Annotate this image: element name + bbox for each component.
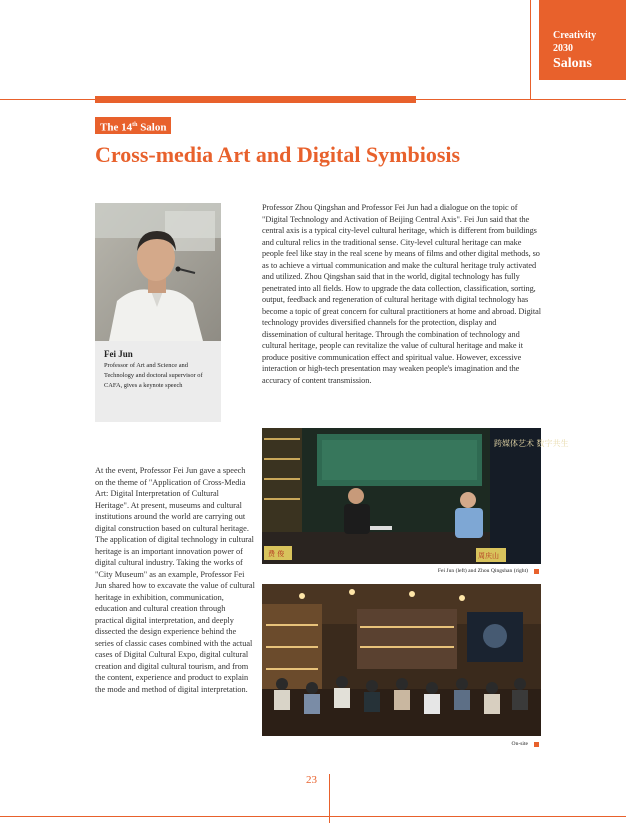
speaker-description: Professor of Art and Science and Technology and doctoral supervisor of CAFA, gives a keynote speech	[104, 362, 203, 389]
speech-paragraph: At the event, Professor Fei Jun gave a speech on the theme of "Application of Cross-Media Art: Digital Interpretation of Cultural Heritage". At present, museums and cultural institutions around the world are carrying out digital construction based on cultural heritage. The application of digital technology in cultural heritage is an important innovation power of digital cultural industry. Taking the works of "City Museum" as an example, Professor Fei Jun shared how to excavate the value of cultural heritage in exhibition, communication, education and cultural creation through practical digital interpretation, and deeply dissected the design experience behind the series of classic cases combined with the actual cases of Digital Cultural Expo, digital cultural creation and digital cultural tourism, and from the content, experience and product to explain the mode and method of digital interpretation.	[95, 466, 255, 694]
sign-left-text: 费 俊	[268, 550, 285, 558]
badge-line-1: Creativity	[553, 30, 597, 41]
salon-tag-sup: th	[132, 122, 138, 128]
article-title: Cross-media Art and Digital Symbiosis	[95, 142, 461, 167]
dialogue-photo-caption: Fei Jun (left) and Zhou Qingshan (right)	[437, 568, 528, 574]
portrait-caption	[95, 341, 221, 422]
sign-right-text: 周庆山	[478, 552, 499, 560]
page-number: 23	[306, 774, 317, 786]
title-accent-bar	[95, 96, 416, 103]
portrait-photo	[95, 203, 221, 341]
stage-banner-text: 跨媒体艺术 数字共生	[494, 439, 569, 448]
salon-tag-suffix: Salon	[140, 121, 167, 134]
badge-line-3: Salons	[553, 56, 592, 71]
footer-horizontal-rule	[0, 816, 626, 817]
onsite-photo	[262, 584, 541, 736]
section-badge	[539, 0, 626, 80]
badge-line-2: 2030	[553, 43, 573, 54]
dialogue-photo	[262, 428, 569, 564]
salon-tag-prefix: The 14	[100, 121, 133, 134]
header-vertical-rule	[530, 0, 531, 99]
salon-tag	[95, 117, 171, 134]
caption-marker	[534, 569, 539, 574]
onsite-photo-caption: On-site	[511, 741, 528, 747]
caption-marker	[534, 742, 539, 747]
dialogue-paragraph: Professor Zhou Qingshan and Professor Fei Jun had a dialogue on the topic of "Digital Technology and Activation of Beijing Central Axis". Fei Jun said that the central axis is a typical city-level cultural heritage, which is different from buildings and cultural relics in the traditional sense. City-level cultural heritage can make people feel like stay in the real scene by means of films and other digital methods, so as to achieve a virtual communication and make the cultural heritage truly activated and utilized. Zhou Qingshan said that in the world, digital technology has fully penetrated into all fields. How to upgrade the data collection, classification, sorting, output, feedback and regeneration of cultural heritage with digital technology has become a topic of great concern for cultural practitioners at home and abroad. Digital technology provides diversified channels for the protection, display and dissemination of cultural heritage. Through the combination of technology and cultural heritage, people can revitalize the value of cultural heritage and make it produce positive communication effect and spiritual value. However, excessive interaction or high-tech presentation may weaken people's imagination and the accuracy of content transmission.	[262, 203, 542, 385]
speaker-name: Fei Jun	[104, 349, 133, 359]
